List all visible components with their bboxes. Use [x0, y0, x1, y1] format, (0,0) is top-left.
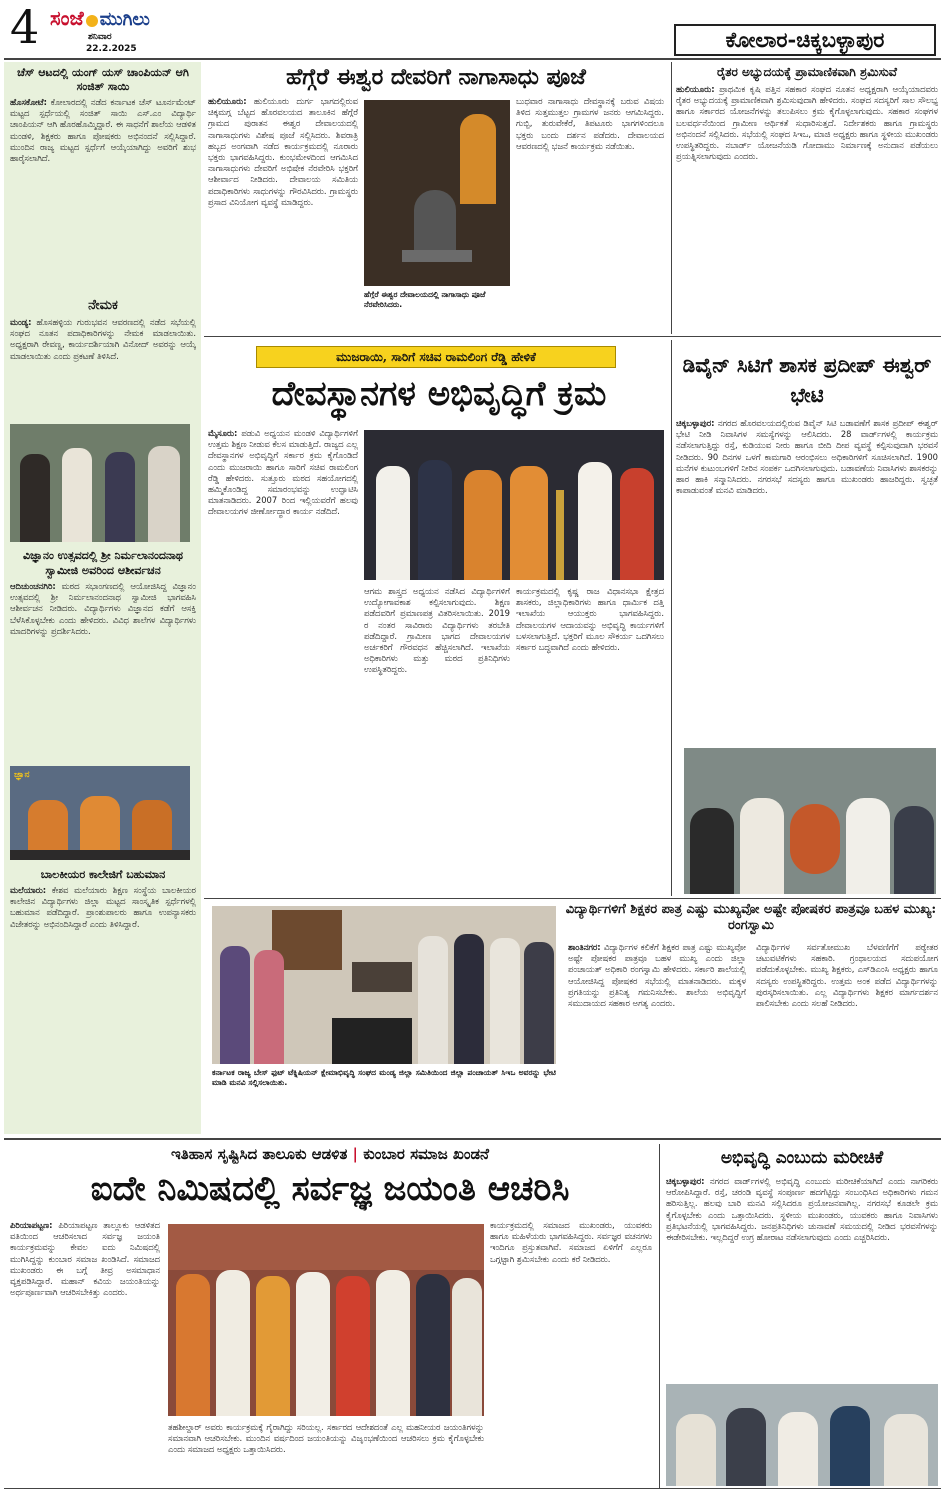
masthead-rule: [4, 58, 941, 60]
mid-story-headline: ವಿದ್ಯಾರ್ಥಿಗಳಿಗೆ ಶಿಕ್ಷಕರ ಪಾತ್ರ ಎಷ್ಟು ಮುಖ್ಯವೋ ಅಷ್ಟೇ ಪೋಷಕರ ಪಾತ್ರವೂ ಬಹಳ ಮುಖ್ಯ: ರಂಗಸ್ವಾಮಿ: [565, 902, 937, 933]
left-story-vijnana-headline: ವಿಜ್ಞಾನಂ ಉತ್ಸವದಲ್ಲಿ ಶ್ರೀ ನಿರ್ಮಲಾನಂದನಾಥ ಸ್ವಾಮೀಜಿ ಅವರಿಂದ ಆಶೀರ್ವಚನ: [22, 549, 184, 577]
bottom-right-dateline: ಚಿಕ್ಕಬಳ್ಳಾಪುರ:: [666, 1176, 705, 1186]
bottom-kicker-1: ಇತಿಹಾಸ ಸೃಷ್ಟಿಸಿದ ತಾಲೂಕು ಆಡಳಿತ: [171, 1145, 348, 1163]
top-story-headline: ಹೆಗ್ಗೆರೆ ಈಶ್ವರ ದೇವರಿಗೆ ನಾಗಾಸಾಧು ಪೂಜೆ: [286, 64, 586, 90]
left-story-vijnana-body: ಮಠದ ಸಭಾಂಗಣದಲ್ಲಿ ಆಯೋಜಿಸಿದ್ದ ವಿಜ್ಞಾನಂ ಉತ್ಸವದಲ್ಲಿ ಶ್ರೀ ನಿರ್ಮಲಾನಂದನಾಥ ಸ್ವಾಮೀಜಿ ಭಾಗವಹಿಸಿ ಆಶೀರ್ವಚನ ನೀಡಿದರು. ವಿದ್ಯಾರ್ಥಿಗಳು ವಿಜ್ಞಾನದ ಕಡೆಗೆ ಆಸಕ್ತಿ ಬೆಳೆಸಿಕೊಳ್ಳಬೇಕು ಎಂದು ಹೇಳಿದರು. ವಿವಿಧ ಶಾಲೆಗಳ ವಿದ್ಯಾರ್ಥಿಗಳು ಮಾದರಿಗಳನ್ನು ಪ್ರದರ್ಶಿಸಿದರು.: [10, 581, 196, 636]
left-photo-stage: [10, 766, 190, 860]
banner-headline: ದೇವಸ್ಥಾನಗಳ ಅಭಿವೃದ್ಧಿಗೆ ಕ್ರಮ: [271, 374, 607, 414]
mid-story-body-b: ವಿದ್ಯಾರ್ಥಿಗಳ ಸರ್ವತೋಮುಖ ಬೆಳವಣಿಗೆಗೆ ಪಠ್ಯೇತರ ಚಟುವಟಿಕೆಗಳು ಸಹಕಾರಿ. ಗ್ರಂಥಾಲಯದ ಸದುಪಯೋಗ ಪಡೆದುಕೊಳ್ಳಬೇಕು. ಮುಖ್ಯ ಶಿಕ್ಷಕರು, ಎಸ್‌ಡಿಎಂಸಿ ಅಧ್ಯಕ್ಷರು ಹಾಗೂ ಸದಸ್ಯರು ಉಪಸ್ಥಿತರಿದ್ದರು. ಉತ್ತಮ ಅಂಕ ಪಡೆದ ವಿದ್ಯಾರ್ಥಿಗಳನ್ನು ಪುರಸ್ಕರಿಸಲಾಯಿತು. ಎಲ್ಲ ವಿದ್ಯಾರ್ಥಿಗಳು ಶಿಕ್ಷಕರ ಮಾರ್ಗದರ್ಶನ ಪಾಲಿಸಬೇಕು ಎಂದು ಸಲಹೆ ನೀಡಿದರು.: [756, 942, 938, 1009]
bottom-right-headline: ಅಭಿವೃದ್ಧಿ ಎಂಬುದು ಮರೀಚಿಕೆ: [720, 1148, 884, 1168]
left-story-chess-dateline: ಹೊಸಕೋಟೆ:: [10, 97, 47, 107]
shiva-linga-shape: [414, 190, 456, 254]
top-story-photo: [364, 100, 510, 286]
left-story-college-headline: ಬಾಲಕೀಯರ ಕಾಲೇಜಿಗೆ ಬಹುಮಾನ: [40, 868, 166, 881]
lamp-icon: [556, 490, 564, 580]
masthead-day: ಶನಿವಾರ: [88, 32, 112, 42]
page-number: 4: [10, 0, 40, 54]
mid-story-photo: [212, 906, 556, 1064]
right-mid-dateline: ಚಿಕ್ಕಬಳ್ಳಾಪುರ:: [676, 418, 715, 428]
column-rule-right: [671, 62, 672, 334]
page-bottom-rule: [4, 1488, 941, 1489]
top-story-col3: ಬುಧವಾರ ನಾಗಾಸಾಧು ದೇವಸ್ಥಾನಕ್ಕೆ ಬರುವ ವಿಷಯ ತಿಳಿದ ಸುತ್ತಮುತ್ತಲ ಗ್ರಾಮಗಳ ಜನರು ಆಗಮಿಸಿದ್ದರು. ಗುಬ್ಬಿ, ತುರುವೇಕೆರೆ, ತಿಪಟೂರು ಭಾಗಗಳಿಂದಲೂ ಭಕ್ತರು ಬಂದು ದರ್ಶನ ಪಡೆದರು. ದೇವಾಲಯದ ಆವರಣದಲ್ಲಿ ಭಜನೆ ಕಾರ್ಯಕ್ರಮ ನಡೆಯಿತು.: [516, 96, 664, 151]
right-mid-headline: ಡಿವೈನ್ ಸಿಟಿಗೆ ಶಾಸಕ ಪ್ರದೀಪ್ ಈಶ್ವರ್ ಭೇಟಿ: [682, 353, 932, 407]
masthead-date: 22.2.2025: [86, 44, 137, 54]
left-story-chess-body: ಕೋಲಾರದಲ್ಲಿ ನಡೆದ ಕರ್ನಾಟಕ ಚೆಸ್ ಟೂರ್ನಮೆಂಟ್ ಮಟ್ಟದ ಸ್ಪರ್ಧೆಯಲ್ಲಿ ಸಂಜಿತ್ ಸಾಯಿ ಎಸ್.ಎಂ ವಿದ್ಯಾರ್ಥಿ ಚಾಂಪಿಯನ್ ಆಗಿ ಹೊರಹೊಮ್ಮಿದ್ದಾರೆ. ಈ ಸಾಧನೆಗೆ ಶಾಲೆಯ ಆಡಳಿತ ಮಂಡಳಿ, ಶಿಕ್ಷಕರು ಹಾಗೂ ಪೋಷಕರು ಅಭಿನಂದನೆ ಸಲ್ಲಿಸಿದ್ದಾರೆ. ಮುಂದಿನ ರಾಜ್ಯ ಮಟ್ಟದ ಸ್ಪರ್ಧೆಗೆ ಆಯ್ಕೆಯಾಗಿದ್ದು ಅವರಿಗೆ ಶುಭ ಹಾರೈಸಲಾಗಿದೆ.: [10, 97, 196, 164]
top-story-body-b: ಕುಂಭಮೇಳದಿಂದ ಆಗಮಿಸಿದ ನಾಗಾಸಾಧುಗಳು ದೇವರಿಗೆ ಅಭಿಷೇಕ ನೆರವೇರಿಸಿ ಭಕ್ತರಿಗೆ ಆಶೀರ್ವಾದ ನೀಡಿದರು. ದೇವಾಲಯ ಸಮಿತಿಯ ಪದಾಧಿಕಾರಿಗಳು ಸಾಧುಗಳನ್ನು ಗೌರವಿಸಿದರು. ಗ್ರಾಮಸ್ಥರು ಪ್ರಸಾದ ವಿನಿಯೋಗ ವ್ಯವಸ್ಥೆ ಮಾಡಿದ್ದರು.: [208, 152, 358, 207]
top-story-dateline: ಹುಲಿಯೂರು:: [208, 96, 247, 106]
section-rule-2: [204, 898, 941, 899]
top-story-col1: [208, 96, 358, 332]
left-story-chess-headline: ಚೆಸ್ ಆಟದಲ್ಲಿ ಯಂಗ್ ಯಸ್ ಚಾಂಪಿಯನ್ ಆಗಿ ಸಂಜಿತ್ ಸಾಯಿ: [17, 66, 189, 93]
bottom-right-body: ನಗರದ ವಾರ್ಡ್‌ಗಳಲ್ಲಿ ಅಭಿವೃದ್ಧಿ ಎಂಬುದು ಮರೀಚಿಕೆಯಾಗಿದೆ ಎಂದು ನಾಗರಿಕರು ಆರೋಪಿಸಿದ್ದಾರೆ. ರಸ್ತೆ, ಚರಂಡಿ ವ್ಯವಸ್ಥೆ ಸಂಪೂರ್ಣ ಹದಗೆಟ್ಟಿದ್ದು ಸಂಬಂಧಿಸಿದ ಅಧಿಕಾರಿಗಳು ಗಮನ ಹರಿಸುತ್ತಿಲ್ಲ. ಹಲವು ಬಾರಿ ಮನವಿ ಸಲ್ಲಿಸಿದರೂ ಪ್ರಯೋಜನವಾಗಿಲ್ಲ. ನಗರಸಭೆ ಕೂಡಲೇ ಕ್ರಮ ಕೈಗೊಳ್ಳಬೇಕು ಎಂದು ಒತ್ತಾಯಿಸಿದರು. ಸ್ಥಳೀಯ ಮುಖಂಡರು, ಯುವಕರು ಹಾಗೂ ನಿವಾಸಿಗಳು ಪ್ರತಿಭಟನೆಯಲ್ಲಿ ಭಾಗವಹಿಸಿದ್ದರು. ಜನಪ್ರತಿನಿಧಿಗಳು ಚುನಾವಣೆ ಸಮಯದಲ್ಲಿ ನೀಡಿದ ಭರವಸೆಗಳನ್ನು ಈಡೇರಿಸಬೇಕು. ಇಲ್ಲದಿದ್ದರೆ ಉಗ್ರ ಹೋರಾಟ ನಡೆಸಲಾಗುವುದು ಎಂದು ಎಚ್ಚರಿಸಿದರು.: [666, 1176, 938, 1243]
bottom-body-a: ಪಿರಿಯಾಪಟ್ಟಣ ತಾಲ್ಲೂಕು ಆಡಳಿತದ ವತಿಯಿಂದ ಆಚರಿಸಲಾದ ಸರ್ವಜ್ಞ ಜಯಂತಿ ಕಾರ್ಯಕ್ರಮವನ್ನು ಕೇವಲ ಐದು ನಿಮಿಷದಲ್ಲಿ ಮುಗಿಸಿದ್ದನ್ನು ಕುಂಬಾರ ಸಮಾಜ ಖಂಡಿಸಿದೆ. ಸಮಾಜದ ಮುಖಂಡರು ಈ ಬಗ್ಗೆ ತೀವ್ರ ಅಸಮಾಧಾನ ವ್ಯಕ್ತಪಡಿಸಿದ್ದಾರೆ. ಮಹಾನ್ ಕವಿಯ ಜಯಂತಿಯನ್ನು ಅರ್ಥಪೂರ್ಣವಾಗಿ ಆಚರಿಸಬೇಕಿತ್ತು ಎಂದರು.: [10, 1220, 160, 1298]
bottom-photo: [168, 1224, 484, 1416]
bottom-headline: ಐದೇ ನಿಮಿಷದಲ್ಲಿ ಸರ್ವಜ್ಞ ಜಯಂತಿ ಆಚರಿಸಿ: [90, 1169, 570, 1209]
section-rule-3: [4, 1138, 941, 1140]
stage-banner: ಜ್ಞಾನ: [14, 770, 30, 780]
bottom-kicker: [10, 1144, 650, 1164]
left-story-appointment-body: ಹೊಸಹಳ್ಳಿಯ ಗುರುಭವನ ಆವರಣದಲ್ಲಿ ನಡೆದ ಸಭೆಯಲ್ಲಿ ಸಂಘದ ನೂತನ ಪದಾಧಿಕಾರಿಗಳನ್ನು ನೇಮಕ ಮಾಡಲಾಯಿತು. ಅಧ್ಯಕ್ಷರಾಗಿ ರೇವಣ್ಣ, ಕಾರ್ಯದರ್ಶಿಯಾಗಿ ವಿನೋದ್ ಅವರನ್ನು ಆಯ್ಕೆ ಮಾಡಲಾಯಿತು ಎಂದು ಪ್ರಕಟಣೆ ತಿಳಿಸಿದೆ.: [10, 317, 196, 361]
left-story-vijnana-dateline: ಆದಿಚುಂಚನಗಿರಿ:: [10, 581, 56, 591]
bottom-dateline: ಪಿರಿಯಾಪಟ್ಟಣ:: [10, 1220, 53, 1230]
left-story-appointment-dateline: ಮಂಡ್ಯ:: [10, 317, 32, 327]
mid-story-body-a: ವಿದ್ಯಾರ್ಥಿಗಳ ಕಲಿಕೆಗೆ ಶಿಕ್ಷಕರ ಪಾತ್ರ ಎಷ್ಟು ಮುಖ್ಯವೋ ಅಷ್ಟೇ ಪೋಷಕರ ಪಾತ್ರವೂ ಬಹಳ ಮುಖ್ಯ ಎಂದು ಜಿಲ್ಲಾ ಪಂಚಾಯತ್ ಅಧಿಕಾರಿ ರಂಗಸ್ವಾಮಿ ಹೇಳಿದರು. ಸರ್ಕಾರಿ ಶಾಲೆಯಲ್ಲಿ ಆಯೋಜಿಸಿದ್ದ ಪೋಷಕರ ಸಭೆಯಲ್ಲಿ ಮಾತನಾಡಿದರು. ಮಕ್ಕಳ ಪ್ರಗತಿಯನ್ನು ಪ್ರತಿನಿತ್ಯ ಗಮನಿಸಬೇಕು. ಶಾಲೆಯ ಅಭಿವೃದ್ಧಿಗೆ ಸಮುದಾಯದ ಸಹಕಾರ ಅಗತ್ಯ ಎಂದರು.: [568, 942, 746, 1009]
left-story-vijnana: [10, 548, 196, 735]
section-rule-1: [204, 336, 941, 337]
left-story-appointment: [10, 298, 196, 421]
left-photo-group: [10, 424, 190, 542]
mid-story-dateline: ಶಾಂತಿನಗರ:: [568, 942, 601, 952]
banner-body-c: ಕಾರ್ಯಕ್ರಮದಲ್ಲಿ ಕೃಷ್ಣ ರಾಜ ವಿಧಾನಸಭಾ ಕ್ಷೇತ್ರದ ಶಾಸಕರು, ಜಿಲ್ಲಾಧಿಕಾರಿಗಳು ಹಾಗೂ ಧಾರ್ಮಿಕ ದತ್ತಿ ಇಲಾಖೆಯ ಆಯುಕ್ತರು ಭಾಗವಹಿಸಿದ್ದರು. ದೇವಾಲಯಗಳ ಆದಾಯವನ್ನು ಅಭಿವೃದ್ಧಿ ಕಾರ್ಯಗಳಿಗೆ ಬಳಸಲಾಗುತ್ತಿದೆ. ಭಕ್ತರಿಗೆ ಮೂಲ ಸೌಕರ್ಯ ಒದಗಿಸಲು ಸರ್ಕಾರ ಬದ್ಧವಾಗಿದೆ ಎಂದು ಹೇಳಿದರು.: [516, 586, 664, 653]
mid-story-photo-caption: ಕರ್ನಾಟಕ ರಾಜ್ಯ ಬೇಸ್ ಫುಟ್ ಟೆಕ್ನಿಷಿಯನ್ ಕ್ಷೇಮಾಭಿವೃದ್ಧಿ ಸಂಘದ ಮಂಡ್ಯ ಜಿಲ್ಲಾ ಸಮಿತಿಯಿಂದ ಜಿಲ್ಲಾ ಪಂಚಾಯತ್ ಸಿಇಒ ಅವರನ್ನು ಭೇಟಿ ಮಾಡಿ ಮನವಿ ಸಲ್ಲಿಸಲಾಯಿತು.: [212, 1068, 556, 1087]
top-story-photo-caption: ಹೆಗ್ಗೆರೆ ಈಶ್ವರ ದೇವಾಲಯದಲ್ಲಿ ನಾಗಾಸಾಧು ಪೂಜೆ ನೆರವೇರಿಸಿದರು.: [364, 290, 486, 309]
top-story-body-a: ಹುಲಿಯೂರು ದುರ್ಗ ಭಾಗದಲ್ಲಿರುವ ಚಿಕ್ಕಮಗ್ಗ ಬೆಟ್ಟದ ಹೊರವಲಯದ ತಾಲೂಕಿನ ಹೆಗ್ಗೆರೆ ಗ್ರಾಮದ ಪುರಾತನ ಈಶ್ವರ ದೇವಾಲಯದಲ್ಲಿ ನಾಗಾಸಾಧುಗಳು ವಿಶೇಷ ಪೂಜೆ ಸಲ್ಲಿಸಿದರು. ಶಿವರಾತ್ರಿ ಹಬ್ಬದ ಅಂಗವಾಗಿ ನಡೆದ ಕಾರ್ಯಕ್ರಮದಲ್ಲಿ ನೂರಾರು ಭಕ್ತರು ಭಾಗವಹಿಸಿದ್ದರು.: [208, 96, 358, 163]
right-top-dateline: ಹುಲಿಯೂರು:: [676, 84, 715, 94]
bottom-body-b: ತಹಶೀಲ್ದಾರ್ ಅವರು ಕಾರ್ಯಕ್ರಮಕ್ಕೆ ಗೈರಾಗಿದ್ದು ಸರಿಯಲ್ಲ. ಸರ್ಕಾರದ ಆದೇಶದಂತೆ ಎಲ್ಲ ಮಹನೀಯರ ಜಯಂತಿಗಳನ್ನು ಸಮಾನವಾಗಿ ಆಚರಿಸಬೇಕು. ಮುಂದಿನ ವರ್ಷದಿಂದ ಜಯಂತಿಯನ್ನು ವಿಜೃಂಭಣೆಯಿಂದ ಆಚರಿಸಲು ಕ್ರಮ ಕೈಗೊಳ್ಳಬೇಕು ಎಂದು ಸಮಾಜದ ಅಧ್ಯಕ್ಷರು ಒತ್ತಾಯಿಸಿದರು.: [168, 1422, 484, 1455]
right-top-headline: ರೈತರ ಅಭ್ಯುದಯಕ್ಕೆ ಪ್ರಾಮಾಣಿಕವಾಗಿ ಶ್ರಮಿಸುವೆ: [717, 65, 897, 79]
right-mid-body: ನಗರದ ಹೊರವಲಯದಲ್ಲಿರುವ ಡಿವೈನ್ ಸಿಟಿ ಬಡಾವಣೆಗೆ ಶಾಸಕ ಪ್ರದೀಪ್ ಈಶ್ವರ್ ಭೇಟಿ ನೀಡಿ ನಿವಾಸಿಗಳ ಸಮಸ್ಯೆಗಳನ್ನು ಆಲಿಸಿದರು. 28 ವಾರ್ಡ್‌ಗಳಲ್ಲಿ ಕಾರ್ಯಕ್ರಮ ನಡೆಸಲಾಗುತ್ತಿದ್ದು ರಸ್ತೆ, ಕುಡಿಯುವ ನೀರು ಹಾಗೂ ಬೀದಿ ದೀಪ ವ್ಯವಸ್ಥೆ ಕಲ್ಪಿಸುವುದಾಗಿ ಭರವಸೆ ನೀಡಿದರು. 90 ದಿನಗಳ ಒಳಗೆ ಕಾಮಗಾರಿ ಆರಂಭಿಸಲು ಅಧಿಕಾರಿಗಳಿಗೆ ಸೂಚಿಸಲಾಗಿದೆ. 1900 ಮನೆಗಳ ಕುಟುಂಬಗಳಿಗೆ ನೀರಿನ ಸಂಪರ್ಕ ಒದಗಿಸಲಾಗುವುದು. ಬಡಾವಣೆಯ ನಿವಾಸಿಗಳು ಶಾಸಕರನ್ನು ಹಾರ ಹಾಕಿ ಸನ್ಮಾನಿಸಿದರು. ನಗರಸಭೆ ಸದಸ್ಯರು ಹಾಗೂ ಮುಖಂಡರು ಹಾಜರಿದ್ದರು. ಸ್ವಚ್ಛತೆ ಕಾಪಾಡುವಂತೆ ಮನವಿ ಮಾಡಿದರು.: [676, 418, 938, 496]
banner-body-b: ಆಗಮ ಶಾಸ್ತ್ರದ ಅಧ್ಯಯನ ನಡೆಸಿದ ವಿದ್ಯಾರ್ಥಿಗಳಿಗೆ ಉದ್ಯೋಗಾವಕಾಶ ಕಲ್ಪಿಸಲಾಗುವುದು. ಶಿಕ್ಷಣ ಪಡೆದವರಿಗೆ ಪ್ರಮಾಣಪತ್ರ ವಿತರಿಸಲಾಯಿತು. 2019 ರ ನಂತರ ಸಾವಿರಾರು ವಿದ್ಯಾರ್ಥಿಗಳು ತರಬೇತಿ ಪಡೆದಿದ್ದಾರೆ. ಗ್ರಾಮೀಣ ಭಾಗದ ದೇವಾಲಯಗಳ ಅರ್ಚಕರಿಗೆ ಗೌರವಧನ ಹೆಚ್ಚಿಸಲಾಗಿದೆ. ಇಲಾಖೆಯ ಅಧಿಕಾರಿಗಳು ಮತ್ತು ಮಠದ ಪ್ರತಿನಿಧಿಗಳು ಉಪಸ್ಥಿತರಿದ್ದರು.: [364, 586, 510, 675]
banner-body-a: ಪಡುವಿ ಅಧ್ಯಯನ ಮಂಡಳಿ ವಿದ್ಯಾರ್ಥಿಗಳಿಗೆ ಉತ್ತಮ ಶಿಕ್ಷಣ ನೀಡುವ ಕೆಲಸ ಮಾಡುತ್ತಿದೆ. ರಾಜ್ಯದ ಎಲ್ಲ ದೇವಸ್ಥಾನಗಳ ಅಭಿವೃದ್ಧಿಗೆ ಸರ್ಕಾರ ಕ್ರಮ ಕೈಗೊಂಡಿದೆ ಎಂದು ಮುಜರಾಯಿ ಹಾಗೂ ಸಾರಿಗೆ ಸಚಿವ ರಾಮಲಿಂಗ ರೆಡ್ಡಿ ಹೇಳಿದರು. ಸುತ್ತೂರು ಮಠದ ಸಹಯೋಗದಲ್ಲಿ ಹಮ್ಮಿಕೊಂಡಿದ್ದ ಸಮಾರಂಭವನ್ನು ಉದ್ಘಾಟಿಸಿ ಮಾತನಾಡಿದರು. 2007 ರಿಂದ ಇಲ್ಲಿಯವರೆಗೆ ಹಲವು ದೇವಾಲಯಗಳ ಜೀರ್ಣೋದ್ಧಾರ ಕಾರ್ಯ ನಡೆದಿದೆ.: [208, 428, 358, 517]
banner-kicker: ಮುಜರಾಯಿ, ಸಾರಿಗೆ ಸಚಿವ ರಾಮಲಿಂಗ ರೆಡ್ಡಿ ಹೇಳಿಕೆ: [336, 350, 536, 364]
left-story-appointment-headline: ನೇಮಕ: [88, 298, 118, 313]
sun-icon: [86, 15, 98, 27]
banner-photo: [364, 430, 664, 580]
left-story-college-dateline: ಮಲೆಯಾರು:: [10, 885, 47, 895]
left-story-college: [10, 868, 196, 1129]
region-label: ಕೋಲಾರ-ಚಿಕ್ಕಬಳ್ಳಾಪುರ: [674, 24, 936, 56]
masthead: [0, 0, 945, 58]
column-rule-bottom: [659, 1144, 660, 1488]
bottom-right-photo: [666, 1384, 938, 1486]
right-mid-photo: [684, 748, 936, 894]
left-story-college-body: ಕೇಶವ ಮಲೆಯಾರು ಶಿಕ್ಷಣ ಸಂಸ್ಥೆಯ ಬಾಲಕೀಯರ ಕಾಲೇಜಿನ ವಿದ್ಯಾರ್ಥಿಗಳು ಜಿಲ್ಲಾ ಮಟ್ಟದ ಸಾಂಸ್ಕೃತಿಕ ಸ್ಪರ್ಧೆಗಳಲ್ಲಿ ಬಹುಮಾನ ಪಡೆದಿದ್ದಾರೆ. ಪ್ರಾಂಶುಪಾಲರು ಹಾಗೂ ಉಪನ್ಯಾಸಕರು ವಿಜೇತರನ್ನು ಅಭಿನಂದಿಸಿದ್ದಾರೆ ಎಂದು ತಿಳಿಸಿದ್ದಾರೆ.: [10, 885, 196, 929]
garland-shape: [790, 804, 840, 874]
left-story-chess: [10, 66, 196, 280]
bottom-kicker-separator: |: [352, 1145, 358, 1163]
column-rule-right-2: [671, 340, 672, 896]
bottom-kicker-2: ಕುಂಬಾರ ಸಮಾಜ ಖಂಡನೆ: [363, 1145, 489, 1163]
banner-dateline: ಮೈಸೂರು:: [208, 428, 238, 438]
paper-name-1: ಸಂಜೆ: [50, 6, 84, 30]
paper-name-2: ಮುಗಿಲು: [99, 9, 150, 30]
right-top-body: ಪ್ರಾಥಮಿಕ ಕೃಷಿ ಪತ್ತಿನ ಸಹಕಾರ ಸಂಘದ ನೂತನ ಅಧ್ಯಕ್ಷರಾಗಿ ಆಯ್ಕೆಯಾದವರು ರೈತರ ಅಭ್ಯುದಯಕ್ಕೆ ಪ್ರಾಮಾಣಿಕವಾಗಿ ಶ್ರಮಿಸುವುದಾಗಿ ಹೇಳಿದರು. ಸಂಘದ ಸದಸ್ಯರಿಗೆ ಸಾಲ ಸೌಲಭ್ಯ ಹಾಗೂ ಸರ್ಕಾರದ ಯೋಜನೆಗಳನ್ನು ತಲುಪಿಸಲು ಕ್ರಮ ಕೈಗೊಳ್ಳಲಾಗುವುದು. ಸಹಕಾರ ಸಂಘಗಳ ಬಲವರ್ಧನೆಯಿಂದ ಗ್ರಾಮೀಣ ಆರ್ಥಿಕತೆ ಸುಧಾರಿಸುತ್ತದೆ. ನಿರ್ದೇಶಕರು ಹಾಗೂ ಗ್ರಾಮಸ್ಥರು ಅಭಿನಂದನೆ ಸಲ್ಲಿಸಿದರು. ಸಭೆಯಲ್ಲಿ ಸಂಘದ ಸಿಇಒ, ಮಾಜಿ ಅಧ್ಯಕ್ಷರು ಹಾಗೂ ಸ್ಥಳೀಯ ಮುಖಂಡರು ಉಪಸ್ಥಿತರಿದ್ದರು. ನಬಾರ್ಡ್ ಯೋಜನೆಯಡಿ ಗೋದಾಮು ನಿರ್ಮಾಣಕ್ಕೆ ಅನುದಾನ ಪಡೆಯಲು ಪ್ರಯತ್ನಿಸಲಾಗುವುದು ಎಂದರು.: [676, 84, 938, 162]
paper-logo: [50, 6, 180, 30]
bottom-body-c: ಕಾರ್ಯಕ್ರಮದಲ್ಲಿ ಸಮಾಜದ ಮುಖಂಡರು, ಯುವಕರು ಹಾಗೂ ಮಹಿಳೆಯರು ಭಾಗವಹಿಸಿದ್ದರು. ಸರ್ವಜ್ಞರ ವಚನಗಳು ಇಂದಿಗೂ ಪ್ರಸ್ತುತವಾಗಿವೆ. ಸಮಾಜದ ಏಳಿಗೆಗೆ ಎಲ್ಲರೂ ಒಗ್ಗಟ್ಟಾಗಿ ಶ್ರಮಿಸಬೇಕು ಎಂದು ಕರೆ ನೀಡಿದರು.: [490, 1220, 652, 1264]
